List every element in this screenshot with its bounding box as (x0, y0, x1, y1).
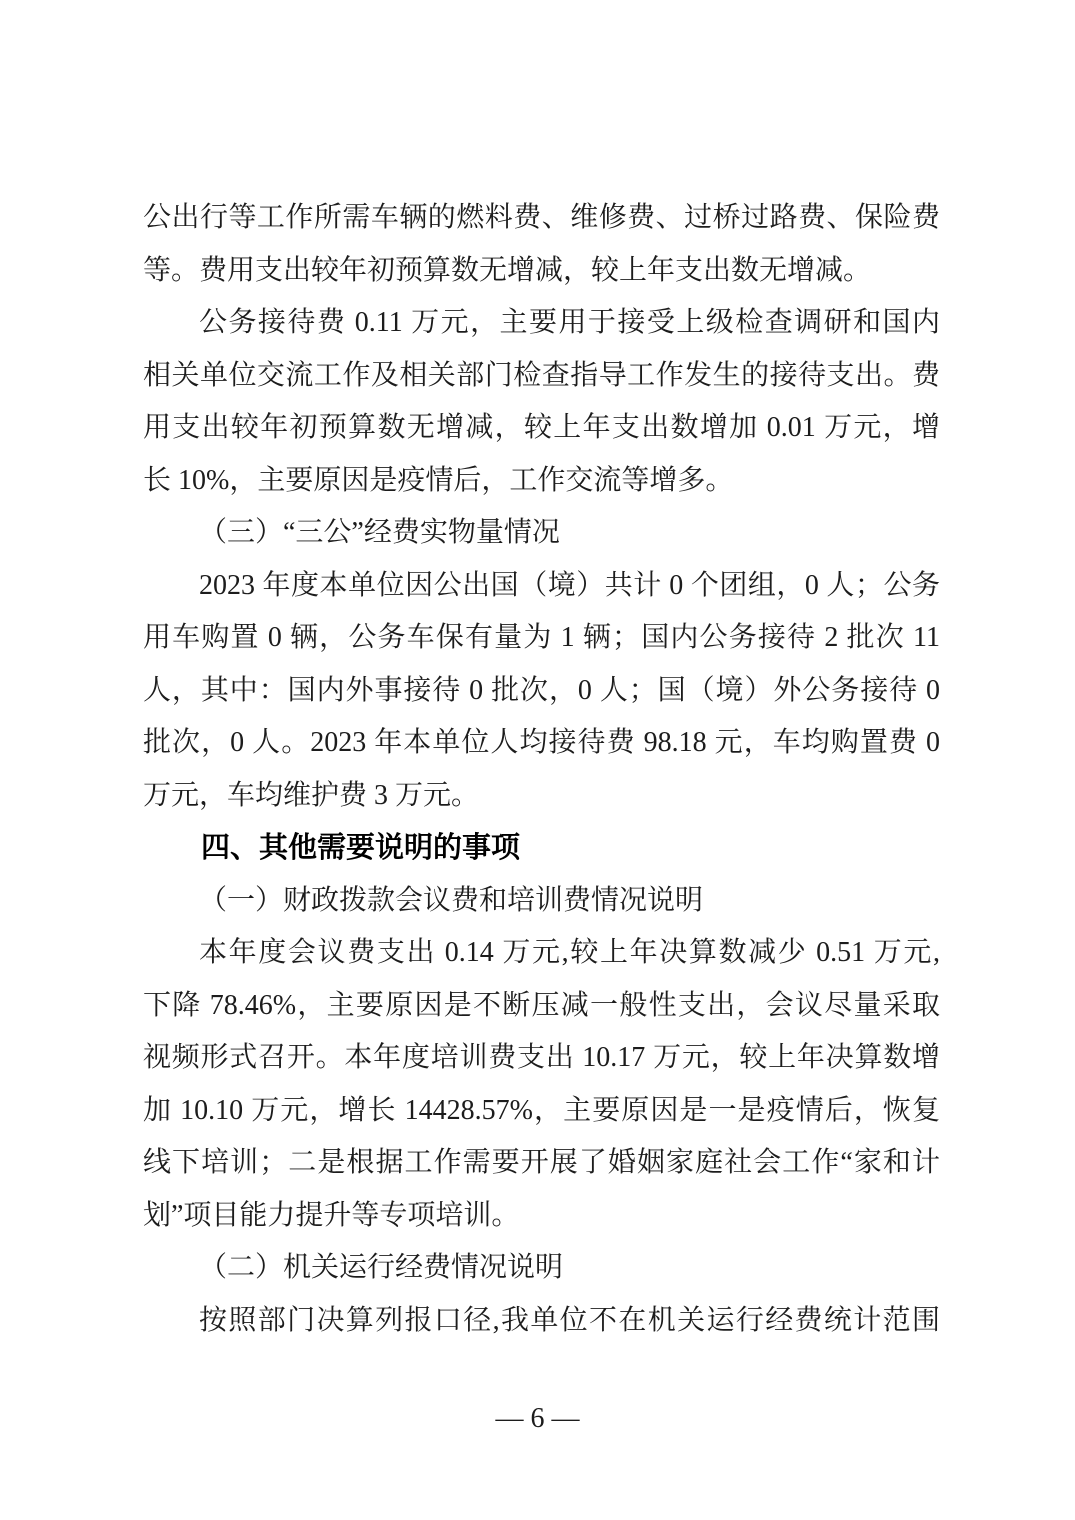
text-line: 公出行等工作所需车辆的燃料费、维修费、过桥过路费、保险费 (143, 202, 940, 233)
text-line: 划”项目能力提升等专项培训。 (143, 1199, 520, 1231)
text-line: 视频形式召开。本年度培训费支出 10.17 万元，较上年决算数增 (143, 1042, 940, 1073)
document-body (143, 192, 940, 1347)
text-line: 加 10.10 万元，增长 14428.57%，主要原因是一是疫情后，恢复 (143, 1094, 940, 1126)
page-number: — 6 — (495, 1403, 580, 1434)
text-line: 公务接待费 0.11 万元，主要用于接受上级检查调研和国内 (199, 307, 940, 338)
section-heading-line: 四、其他需要说明的事项 (201, 832, 521, 864)
subsection-heading-line: （三）“三公”经费实物量情况 (199, 517, 560, 548)
text-line: 本年度会议费支出 0.14 万元,较上年决算数减少 0.51 万元, (199, 937, 940, 968)
text-line: 万元，车均维护费 3 万元。 (143, 779, 480, 811)
text-line: 用支出较年初预算数无增减，较上年支出数增加 0.01 万元，增 (143, 412, 940, 443)
text-line: 人，其中：国内外事接待 0 批次，0 人；国（境）外公务接待 0 (143, 674, 940, 706)
text-line: 2023 年度本单位因公出国（境）共计 0 个团组，0 人；公务 (199, 569, 940, 601)
text-line: 下降 78.46%，主要原因是不断压减一般性支出，会议尽量采取 (143, 989, 940, 1021)
subsection-heading-line: （一）财政拨款会议费和培训费情况说明 (199, 884, 704, 916)
subsection-heading-line: （二）机关运行经费情况说明 (199, 1252, 564, 1283)
text-line: 等。费用支出较年初预算数无增减，较上年支出数无增减。 (143, 254, 872, 286)
text-line: 用车购置 0 辆，公务车保有量为 1 辆；国内公务接待 2 批次 11 (143, 622, 940, 653)
text-line: 长 10%，主要原因是疫情后，工作交流等增多。 (143, 464, 734, 496)
text-line: 批次，0 人。2023 年本单位人均接待费 98.18 元，车均购置费 0 (143, 727, 940, 758)
text-line: 按照部门决算列报口径,我单位不在机关运行经费统计范围 (199, 1304, 940, 1336)
text-line: 线下培训；二是根据工作需要开展了婚姻家庭社会工作“家和计 (143, 1147, 940, 1178)
text-line: 相关单位交流工作及相关部门检查指导工作发生的接待支出。费 (143, 359, 940, 391)
